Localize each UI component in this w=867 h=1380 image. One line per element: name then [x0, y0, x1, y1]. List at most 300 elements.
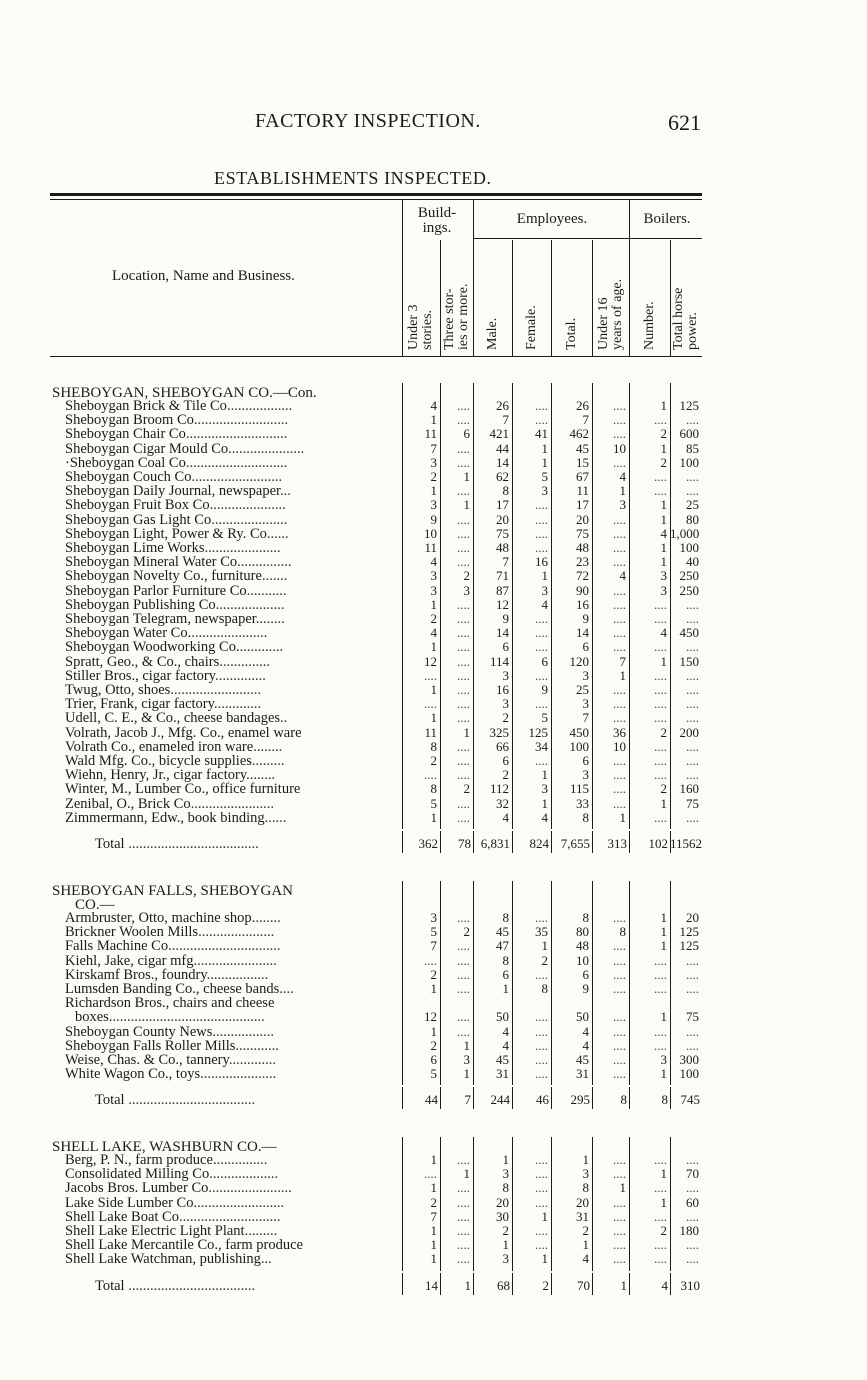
cell-col-7: ....: [686, 412, 699, 428]
cell-col-4: 120: [569, 653, 589, 669]
total-cell-col-1: 1: [464, 1277, 471, 1293]
dot-leader: .....................: [200, 1067, 277, 1082]
table-row: [0, 1167, 867, 1181]
cell-col-6: ....: [654, 710, 667, 726]
cell-col-3: ....: [535, 639, 548, 655]
establishment-name-text: Winter, M., Lumber Co., office furniture: [65, 782, 301, 797]
dot-leader: ...............: [237, 555, 292, 570]
dot-leader: ............................: [185, 427, 288, 442]
cell-col-2: 31: [496, 1066, 509, 1082]
cell-col-4: 2: [582, 1223, 589, 1238]
establishment-name: [65, 925, 401, 939]
cell-col-1: ....: [457, 767, 470, 783]
cell-col-7: ....: [686, 483, 699, 499]
cell-col-5: 3: [619, 497, 626, 513]
cell-col-3: 1: [541, 767, 548, 783]
cell-col-7: ....: [686, 1237, 699, 1253]
cell-col-2: [473, 996, 509, 1010]
total-cell-col-2: 68: [497, 1277, 510, 1293]
establishment-name: [65, 911, 401, 925]
table-row: [0, 498, 867, 512]
total-cell-col-1: 7: [464, 1092, 471, 1108]
cell-col-2: 3: [502, 667, 509, 683]
cell-col-0: 3: [430, 497, 437, 513]
cell-col-2: 8: [502, 910, 509, 925]
column-header-0: stories.: [420, 309, 435, 350]
cell-col-3: 41: [535, 426, 548, 442]
establishment-name: [65, 1039, 401, 1053]
cell-col-2: 421: [489, 426, 509, 442]
cell-col-6: [629, 996, 667, 1010]
cell-col-5: [592, 996, 626, 1010]
establishment-name-text: Kiehl, Jake, cigar mfg: [65, 953, 194, 968]
cell-col-5: ....: [613, 426, 626, 442]
cell-col-6: ....: [654, 1023, 667, 1039]
establishment-name-text: Shell Lake Electric Light Plant: [65, 1224, 245, 1238]
establishment-name-text: boxes: [75, 1010, 109, 1025]
cell-col-2: 30: [496, 1208, 509, 1224]
establishment-name: [65, 811, 401, 825]
cell-col-0: 1: [430, 682, 437, 697]
total-cell-col-4: 295: [570, 1092, 590, 1108]
cell-col-0: 1: [430, 596, 437, 612]
cell-col-4: 1: [582, 1237, 589, 1253]
cell-col-1: 2: [463, 568, 470, 584]
cell-col-2: 9: [502, 611, 509, 626]
cell-col-3: ....: [535, 611, 548, 626]
cell-col-5: ....: [613, 1052, 626, 1067]
cell-col-1: ....: [457, 554, 470, 570]
cell-col-4: 3: [582, 1166, 589, 1182]
cell-col-2: 26: [496, 398, 509, 413]
cell-col-6: 3: [660, 568, 667, 584]
cell-col-4: 8: [582, 1180, 589, 1196]
cell-col-7: 450: [679, 625, 699, 641]
dot-leader: ..................: [226, 399, 293, 413]
cell-col-3: ....: [535, 753, 548, 768]
cell-col-7: 100: [679, 1066, 699, 1082]
establishment-name-text: White Wagon Co., toys: [65, 1067, 201, 1082]
establishment-name-text: Sheboygan Lime Works: [65, 541, 205, 555]
table-row: [0, 939, 867, 953]
cell-col-3: ....: [535, 625, 548, 641]
cell-col-5: 1: [619, 809, 626, 825]
cell-col-0: 4: [430, 554, 437, 570]
dot-leader: .......................: [208, 1181, 292, 1196]
cell-col-0: 12: [424, 653, 437, 669]
cell-col-3: ....: [535, 398, 548, 413]
total-cell-col-7: 745: [680, 1092, 700, 1108]
total-cell-col-2: 6,831: [480, 836, 510, 851]
cell-col-2: 3: [502, 696, 509, 712]
dot-leader: .........................: [193, 1195, 285, 1210]
cell-col-0: 2: [430, 1194, 437, 1210]
cell-col-5: ....: [613, 525, 626, 541]
cell-col-6: ....: [654, 1037, 667, 1053]
establishment-name-text: Sheboygan Broom Co: [65, 413, 194, 428]
dot-leader: .....................: [228, 441, 305, 456]
header-column-rule: [592, 240, 593, 356]
table-row: [0, 740, 867, 754]
establishment-name: [65, 612, 401, 626]
cell-col-7: 70: [686, 1166, 699, 1182]
cell-col-2: 1: [502, 1152, 509, 1167]
cell-col-0: 1: [430, 981, 437, 996]
cell-col-2: 4: [502, 809, 509, 825]
section-title: CO.—: [75, 897, 115, 913]
cell-col-5: 36: [613, 724, 626, 740]
cell-col-3: 125: [528, 724, 548, 740]
dot-leader: .........................: [170, 683, 261, 697]
cell-col-5: ....: [613, 1237, 626, 1253]
cell-col-7: 250: [679, 568, 699, 584]
cell-col-7: 20: [686, 910, 699, 925]
cell-col-4: 26: [576, 398, 589, 413]
table-row: [0, 569, 867, 583]
cell-col-1: 3: [463, 582, 470, 598]
cell-col-1: ....: [457, 981, 470, 996]
total-cell-col-3: 824: [529, 836, 549, 851]
table-row: [0, 1224, 867, 1238]
establishment-name-text: Sheboygan Daily Journal, newspaper: [65, 484, 281, 499]
cell-col-0: ....: [424, 696, 437, 712]
cell-col-0: 11: [424, 426, 437, 442]
cell-col-3: ....: [535, 1023, 548, 1039]
establishment-name-text: Berg, P. N., farm produce: [65, 1153, 213, 1167]
establishment-name-text: Weise, Chas. & Co., tannery: [65, 1053, 229, 1067]
establishment-name: [65, 697, 401, 711]
table-row: [0, 726, 867, 740]
table-row: [0, 456, 867, 470]
establishment-name-text: Shell Lake Mercantile Co., farm produce: [65, 1238, 303, 1253]
cell-col-1: ....: [457, 1194, 470, 1210]
cell-col-6: ....: [654, 767, 667, 783]
cell-col-7: 160: [679, 781, 699, 797]
cell-col-3: ....: [535, 1052, 548, 1067]
cell-col-1: ....: [457, 1009, 470, 1025]
cell-col-3: 1: [541, 440, 548, 456]
cell-col-0: 8: [430, 781, 437, 797]
table-row: [0, 1181, 867, 1195]
establishment-name-text: Shell Lake Watchman, publishing: [65, 1252, 261, 1267]
establishment-name-text: Sheboygan County News: [65, 1024, 213, 1039]
table-row: [0, 782, 867, 796]
cell-col-1: ....: [457, 540, 470, 555]
header-column-rule: [440, 240, 441, 356]
dot-leader: .................: [206, 967, 269, 982]
cell-col-1: ....: [457, 412, 470, 428]
cell-col-4: 115: [569, 781, 589, 797]
cell-col-0: 1: [430, 1152, 437, 1167]
cell-col-0: 12: [424, 1009, 437, 1025]
cell-col-3: 16: [535, 554, 548, 570]
establishment-name-text: Zenibal, O., Brick Co: [65, 796, 191, 811]
cell-col-5: ....: [613, 710, 626, 726]
table-row: [0, 655, 867, 669]
cell-col-2: 45: [496, 924, 509, 940]
cell-col-3: ....: [535, 525, 548, 541]
dot-leader: .....................: [209, 498, 286, 513]
cell-col-1: ....: [457, 511, 470, 527]
establishment-name: [65, 1210, 401, 1224]
cell-col-7: 125: [679, 398, 699, 413]
cell-col-0: 2: [430, 753, 437, 768]
establishment-name-text: Udell, C. E., & Co., cheese bandages: [65, 711, 281, 726]
cell-col-4: 25: [576, 682, 589, 697]
cell-col-3: ....: [535, 667, 548, 683]
cell-col-0: 1: [430, 483, 437, 499]
cell-col-4: 75: [576, 525, 589, 541]
establishment-name: [65, 1167, 401, 1181]
cell-col-4: 462: [569, 426, 589, 442]
cell-col-3: ....: [535, 910, 548, 925]
establishment-name: [65, 470, 401, 484]
table-row: [0, 1252, 867, 1266]
total-cell-col-2: 244: [490, 1092, 510, 1108]
cell-col-6: 1: [660, 653, 667, 669]
cell-col-7: 600: [679, 426, 699, 442]
total-row: [0, 837, 867, 851]
cell-col-4: 72: [576, 568, 589, 584]
cell-col-1: ....: [457, 483, 470, 499]
table-row: [0, 1025, 867, 1039]
establishment-name-text: Zimmermann, Edw., book binding: [65, 810, 265, 825]
table-row: [0, 768, 867, 782]
cell-col-5: ....: [613, 540, 626, 555]
establishment-name: [65, 740, 401, 754]
cell-col-5: ....: [613, 781, 626, 797]
cell-col-0: 1: [430, 412, 437, 428]
establishment-name: [65, 1153, 401, 1167]
cell-col-2: 8: [502, 952, 509, 968]
top-rule-thick: [50, 193, 702, 196]
column-header-5: years of age.: [609, 278, 625, 350]
cell-col-2: 17: [496, 497, 509, 513]
boilers-group-rule: [629, 238, 702, 239]
establishment-name: [65, 782, 401, 796]
establishment-name: [65, 527, 401, 541]
cell-col-3: ....: [535, 1166, 548, 1182]
cell-col-5: ....: [613, 412, 626, 428]
cell-col-5: ....: [613, 753, 626, 768]
cell-col-0: 7: [430, 938, 437, 954]
cell-col-4: 4: [582, 1037, 589, 1053]
table-row: [0, 711, 867, 725]
cell-col-2: 3: [502, 1251, 509, 1267]
cell-col-7: ....: [686, 1251, 699, 1267]
cell-col-5: ....: [613, 611, 626, 626]
cell-col-4: 33: [576, 795, 589, 811]
cell-col-3: 1: [541, 795, 548, 811]
cell-col-0: 1: [430, 1237, 437, 1253]
cell-col-2: 7: [502, 554, 509, 570]
table-row: [0, 513, 867, 527]
cell-col-1: ....: [457, 938, 470, 954]
cell-col-3: ....: [535, 412, 548, 428]
total-label-text: Total: [95, 1093, 125, 1108]
table-row: [0, 982, 867, 996]
sum-rule: [402, 1086, 702, 1087]
cell-col-5: ....: [613, 1066, 626, 1082]
cell-col-4: 23: [576, 554, 589, 570]
cell-col-6: 2: [660, 426, 667, 442]
cell-col-7: ....: [686, 1152, 699, 1167]
establishment-name-text: Spratt, Geo., & Co., chairs: [65, 654, 220, 669]
table-row: [0, 911, 867, 925]
total-label: [95, 1279, 401, 1293]
cell-col-4: 15: [576, 454, 589, 470]
column-header-2: Male.: [484, 317, 500, 350]
dot-leader: ...........: [246, 583, 287, 598]
cell-col-1: ....: [457, 809, 470, 825]
cell-col-0: 4: [430, 398, 437, 413]
cell-col-1: ....: [457, 639, 470, 655]
establishment-name-text: Sheboygan Cigar Mould Co: [65, 441, 229, 456]
total-cell-col-4: 70: [577, 1277, 590, 1293]
table-title: ESTABLISHMENTS INSPECTED.: [214, 168, 492, 188]
cell-col-6: 1: [660, 1166, 667, 1182]
dot-leader: ........: [246, 768, 276, 783]
cell-col-1: ....: [457, 753, 470, 768]
dot-leader: ............................: [185, 455, 288, 470]
cell-col-7: 75: [686, 795, 699, 811]
cell-col-7: ....: [686, 981, 699, 996]
cell-col-2: 7: [502, 412, 509, 428]
cell-col-7: ....: [686, 753, 699, 768]
table-row: [0, 1010, 867, 1024]
table-row: [0, 996, 867, 1010]
dot-leader: ..............: [215, 668, 266, 683]
cell-col-3: ....: [535, 1194, 548, 1210]
cell-col-2: 112: [489, 781, 509, 797]
dot-leader: ...................: [209, 1167, 279, 1182]
cell-col-2: 20: [496, 511, 509, 527]
cell-col-2: 325: [489, 724, 509, 740]
dot-leader: .......................: [190, 796, 275, 811]
cell-col-2: 50: [496, 1009, 509, 1025]
establishment-name: [65, 996, 401, 1010]
establishment-name-text: Shell Lake Boat Co: [65, 1209, 179, 1224]
dot-leader: .....................: [204, 541, 281, 555]
location-column-header: Location, Name and Business.: [112, 268, 295, 284]
cell-col-2: 16: [496, 682, 509, 697]
establishment-name-text: Sheboygan Parlor Furniture Co: [65, 583, 247, 598]
cell-col-2: 2: [502, 767, 509, 783]
header-column-rule: [551, 240, 552, 356]
dot-leader: ......: [266, 526, 289, 541]
cell-col-3: 5: [541, 469, 548, 484]
establishment-name-text: Trier, Frank, cigar factory: [65, 697, 214, 712]
cell-col-6: 2: [660, 454, 667, 470]
table-row: [0, 669, 867, 683]
table-row: [0, 797, 867, 811]
cell-col-2: 87: [496, 582, 509, 598]
cell-col-7: 250: [679, 582, 699, 598]
cell-col-6: 1: [660, 497, 667, 513]
cell-col-7: ....: [686, 738, 699, 754]
page-number: 621: [668, 110, 701, 135]
cell-col-5: ....: [613, 682, 626, 697]
cell-col-6: ....: [654, 696, 667, 712]
table-row: [0, 484, 867, 498]
cell-col-7: 85: [686, 440, 699, 456]
cell-col-1: ....: [457, 696, 470, 712]
cell-col-4: 48: [576, 540, 589, 555]
total-cell-col-6: 4: [661, 1277, 668, 1293]
cell-col-4: 8: [582, 809, 589, 825]
cell-col-3: 3: [541, 781, 548, 797]
cell-col-0: 5: [430, 1066, 437, 1082]
cell-col-1: ....: [457, 398, 470, 413]
establishment-name: [65, 555, 401, 569]
establishment-name-text: Sheboygan Fruit Box Co: [65, 498, 210, 513]
table-row: [0, 683, 867, 697]
cell-col-3: 1: [541, 568, 548, 584]
table-row: [0, 442, 867, 456]
employees-group-header: Employees.: [516, 211, 588, 227]
cell-col-5: 8: [619, 924, 626, 940]
total-cell-col-5: 1: [620, 1277, 627, 1293]
cell-col-5: ....: [613, 596, 626, 612]
establishment-name-text: Sheboygan Woodworking Co.: [65, 640, 240, 655]
cell-col-3: ....: [535, 1180, 548, 1196]
establishment-name: [65, 626, 401, 640]
establishment-name: [65, 1238, 401, 1252]
cell-col-0: 1: [430, 1251, 437, 1267]
buildings-group-label-line: Build-: [417, 205, 457, 221]
cell-col-5: ....: [613, 1251, 626, 1267]
total-cell-col-7: 11562: [670, 836, 703, 851]
cell-col-6: 2: [660, 1223, 667, 1238]
cell-col-7: ....: [686, 966, 699, 982]
cell-col-3: ....: [535, 511, 548, 527]
total-cell-col-6: 102: [648, 836, 668, 851]
dot-leader: ...............: [212, 1153, 268, 1167]
cell-col-1: 1: [463, 1037, 470, 1053]
column-header-7: Total horse: [671, 287, 686, 350]
table-row: [0, 1196, 867, 1210]
cell-col-4: 80: [576, 924, 589, 940]
cell-col-2: 32: [496, 795, 509, 811]
cell-col-7: 200: [679, 724, 699, 740]
cell-col-1: ....: [457, 1251, 470, 1267]
cell-col-3: 4: [541, 809, 548, 825]
cell-col-1: ....: [457, 525, 470, 541]
employees-group-rule: [473, 238, 629, 239]
table-row: [0, 697, 867, 711]
cell-col-6: ....: [654, 469, 667, 484]
total-cell-col-0: 44: [425, 1092, 438, 1108]
cell-col-5: ....: [613, 639, 626, 655]
cell-col-2: 2: [502, 710, 509, 726]
cell-col-3: 1: [541, 938, 548, 954]
cell-col-5: ....: [613, 1223, 626, 1238]
cell-col-6: ....: [654, 682, 667, 697]
cell-col-7: 180: [679, 1223, 699, 1238]
table-row: [0, 811, 867, 825]
cell-col-1: ....: [457, 653, 470, 669]
column-header-5: Under 16: [595, 297, 611, 350]
cell-col-6: ....: [654, 1237, 667, 1253]
establishment-name: [65, 399, 401, 413]
cell-col-7: 300: [679, 1052, 699, 1067]
cell-col-4: [551, 996, 589, 1010]
establishment-name: [65, 1196, 401, 1210]
dot-leader: .....................: [211, 512, 288, 527]
cell-col-4: 11: [576, 483, 589, 499]
cell-col-0: 9: [430, 511, 437, 527]
table-row: [0, 470, 867, 484]
